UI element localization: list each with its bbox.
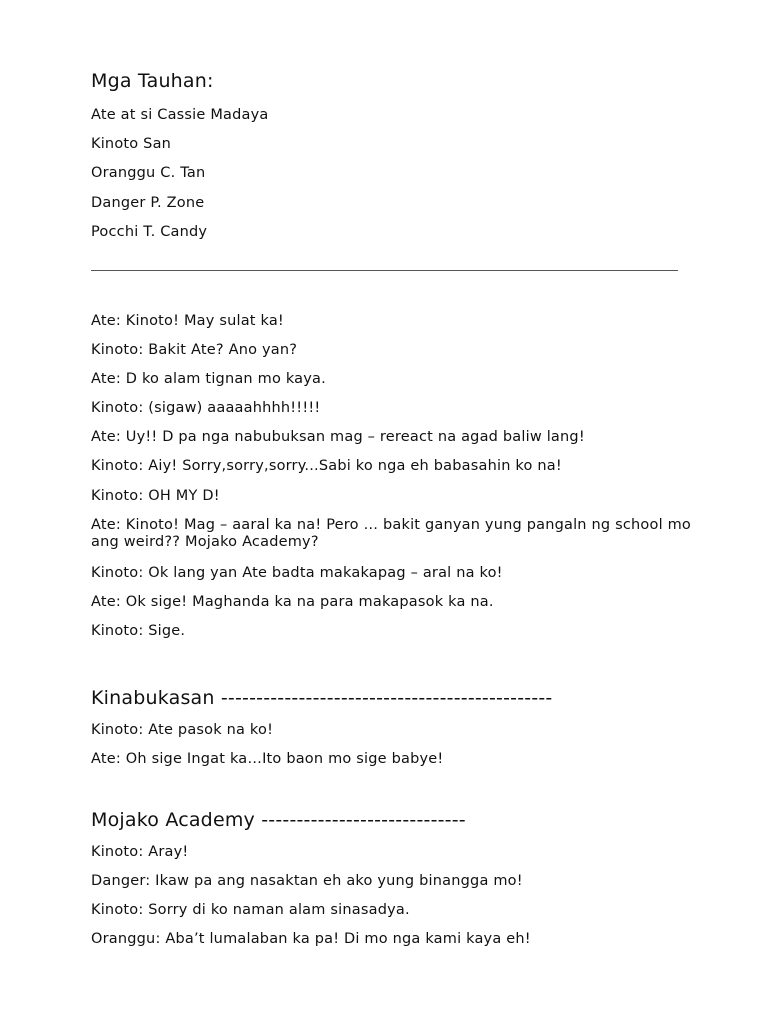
horizontal-rule <box>91 270 678 271</box>
character-item: Danger P. Zone <box>91 195 205 211</box>
dialogue-line: Kinoto: (sigaw) aaaaahhhh!!!!! <box>91 400 321 416</box>
characters-heading: Mga Tauhan: <box>91 70 214 92</box>
character-item: Kinoto San <box>91 136 172 152</box>
dialogue-line: Kinoto: Aray! <box>91 844 189 860</box>
dialogue-line: Danger: Ikaw pa ang nasaktan eh ako yung binangga mo! <box>91 873 523 889</box>
dialogue-line: Kinoto: Ate pasok na ko! <box>91 722 274 738</box>
dialogue-line: Kinoto: Bakit Ate? Ano yan? <box>91 342 298 358</box>
character-item: Ate at si Cassie Madaya <box>91 107 269 123</box>
character-item: Oranggu C. Tan <box>91 165 206 181</box>
dialogue-line: Oranggu: Aba’t lumalaban ka pa! Di mo nga kami kaya eh! <box>91 931 531 947</box>
scene-heading-kinabukasan: Kinabukasan ----------------------------------------------- <box>91 687 553 709</box>
dialogue-line: Kinoto: Sige. <box>91 623 186 639</box>
character-item: Pocchi T. Candy <box>91 224 208 240</box>
dialogue-line: Kinoto: OH MY D! <box>91 488 220 504</box>
dialogue-line: Ate: Uy!! D pa nga nabubuksan mag – rereact na agad baliw lang! <box>91 429 585 445</box>
dialogue-line: Ate: Oh sige Ingat ka…Ito baon mo sige babye! <box>91 751 444 767</box>
dialogue-line: Ate: Kinoto! May sulat ka! <box>91 313 284 329</box>
dialogue-line: Ate: Kinoto! Mag – aaral ka na! Pero … bakit ganyan yung pangaln ng school mo ang weird?? Mojako Academy? <box>91 517 692 550</box>
dialogue-line: Kinoto: Ok lang yan Ate badta makakapag – aral na ko! <box>91 565 503 581</box>
scene-heading-mojako-academy: Mojako Academy ----------------------------- <box>91 809 466 831</box>
dialogue-line: Ate: Ok sige! Maghanda ka na para makapasok ka na. <box>91 594 494 610</box>
dialogue-line: Kinoto: Aiy! Sorry,sorry,sorry...Sabi ko nga eh babasahin ko na! <box>91 458 562 474</box>
dialogue-line: Ate: D ko alam tignan mo kaya. <box>91 371 326 387</box>
dialogue-line: Kinoto: Sorry di ko naman alam sinasadya. <box>91 902 410 918</box>
